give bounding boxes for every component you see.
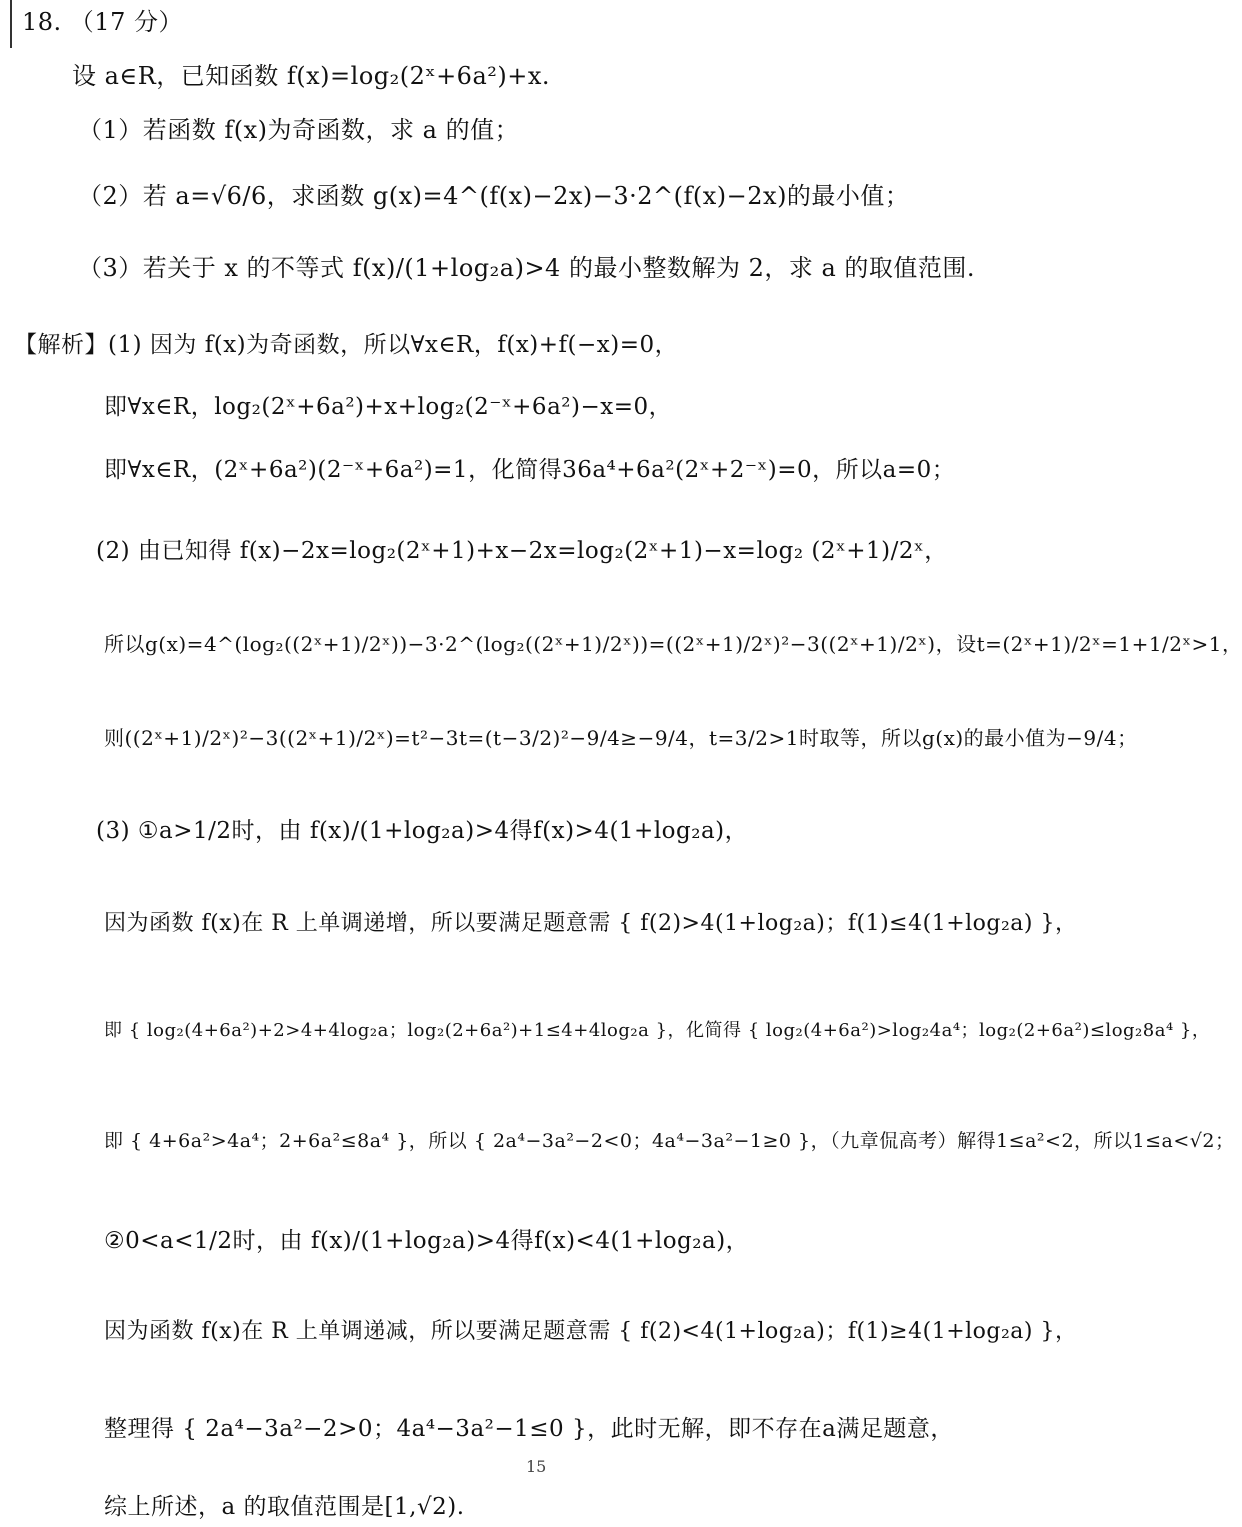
solution-line-11: ②0<a<1/2时，由 f(x)/(1+log₂a)>4得f(x)<4(1+log₂a)， (104, 1228, 750, 1254)
page-number: 15 (526, 1457, 547, 1476)
solution-line-1: 【解析】(1) 因为 f(x)为奇函数，所以∀x∈R，f(x)+f(−x)=0， (14, 332, 679, 358)
solution-line-12: 因为函数 f(x)在 R 上单调递减，所以要满足题意需 { f(2)<4(1+log₂a)；f(1)≥4(1+log₂a) }， (104, 1319, 1078, 1344)
problem-header: 18. （17 分） (22, 8, 183, 36)
question-3: （3）若关于 x 的不等式 f(x)/(1+log₂a)>4 的最小整数解为 2，求 a 的取值范围. (78, 254, 976, 282)
solution-line-13: 整理得 { 2a⁴−3a²−2>0；4a⁴−3a²−1≤0 }，此时无解，即不存在a满足题意， (104, 1416, 954, 1442)
solution-line-8: 因为函数 f(x)在 R 上单调递增，所以要满足题意需 { f(2)>4(1+log₂a)；f(1)≤4(1+log₂a) }， (104, 911, 1078, 936)
solution-line-14: 综上所述，a 的取值范围是[1,√2). (104, 1494, 465, 1520)
solution-line-5: 所以g(x)=4^(log₂((2ˣ+1)/2ˣ))−3·2^(log₂((2ˣ+1)/2ˣ))=((2ˣ+1)/2ˣ)²−3((2ˣ+1)/2ˣ)，设t=(2ˣ+1)/2ˣ=1+1/2ˣ>1， (104, 632, 1242, 656)
solution-line-9: 即 { log₂(4+6a²)+2>4+4log₂a；log₂(2+6a²)+1≤4+4log₂a }，化简得 { log₂(4+6a²)>log₂4a⁴；log₂(2+6a²)≤log₂8a⁴ }， (104, 1020, 1211, 1041)
question-2: （2）若 a=√6/6，求函数 g(x)=4^(f(x)−2x)−3·2^(f(x)−2x)的最小值； (78, 182, 910, 210)
solution-line-2: 即∀x∈R，log₂(2ˣ+6a²)+x+log₂(2⁻ˣ+6a²)−x=0， (104, 394, 673, 420)
question-1: （1）若函数 f(x)为奇函数，求 a 的值； (78, 116, 520, 144)
scan-edge (10, 0, 12, 48)
solution-line-4: (2) 由已知得 f(x)−2x=log₂(2ˣ+1)+x−2x=log₂(2ˣ+1)−x=log₂ (2ˣ+1)/2ˣ， (96, 538, 948, 564)
solution-line-10: 即 { 4+6a²>4a⁴；2+6a²≤8a⁴ }，所以 { 2a⁴−3a²−2<0；4a⁴−3a²−1≥0 }，（九章侃高考）解得1≤a²<2，所以1≤a<√2； (104, 1130, 1235, 1152)
solution-line-3: 即∀x∈R，(2ˣ+6a²)(2⁻ˣ+6a²)=1，化简得36a⁴+6a²(2ˣ+2⁻ˣ)=0，所以a=0； (104, 457, 956, 483)
solution-line-6: 则((2ˣ+1)/2ˣ)²−3((2ˣ+1)/2ˣ)=t²−3t=(t−3/2)²−9/4≥−9/4，t=3/2>1时取等，所以g(x)的最小值为−9/4； (104, 726, 1138, 750)
solution-line-7: (3) ①a>1/2时，由 f(x)/(1+log₂a)>4得f(x)>4(1+log₂a)， (96, 818, 749, 844)
problem-stem: 设 a∈R，已知函数 f(x)=log₂(2ˣ+6a²)+x. (72, 62, 551, 90)
